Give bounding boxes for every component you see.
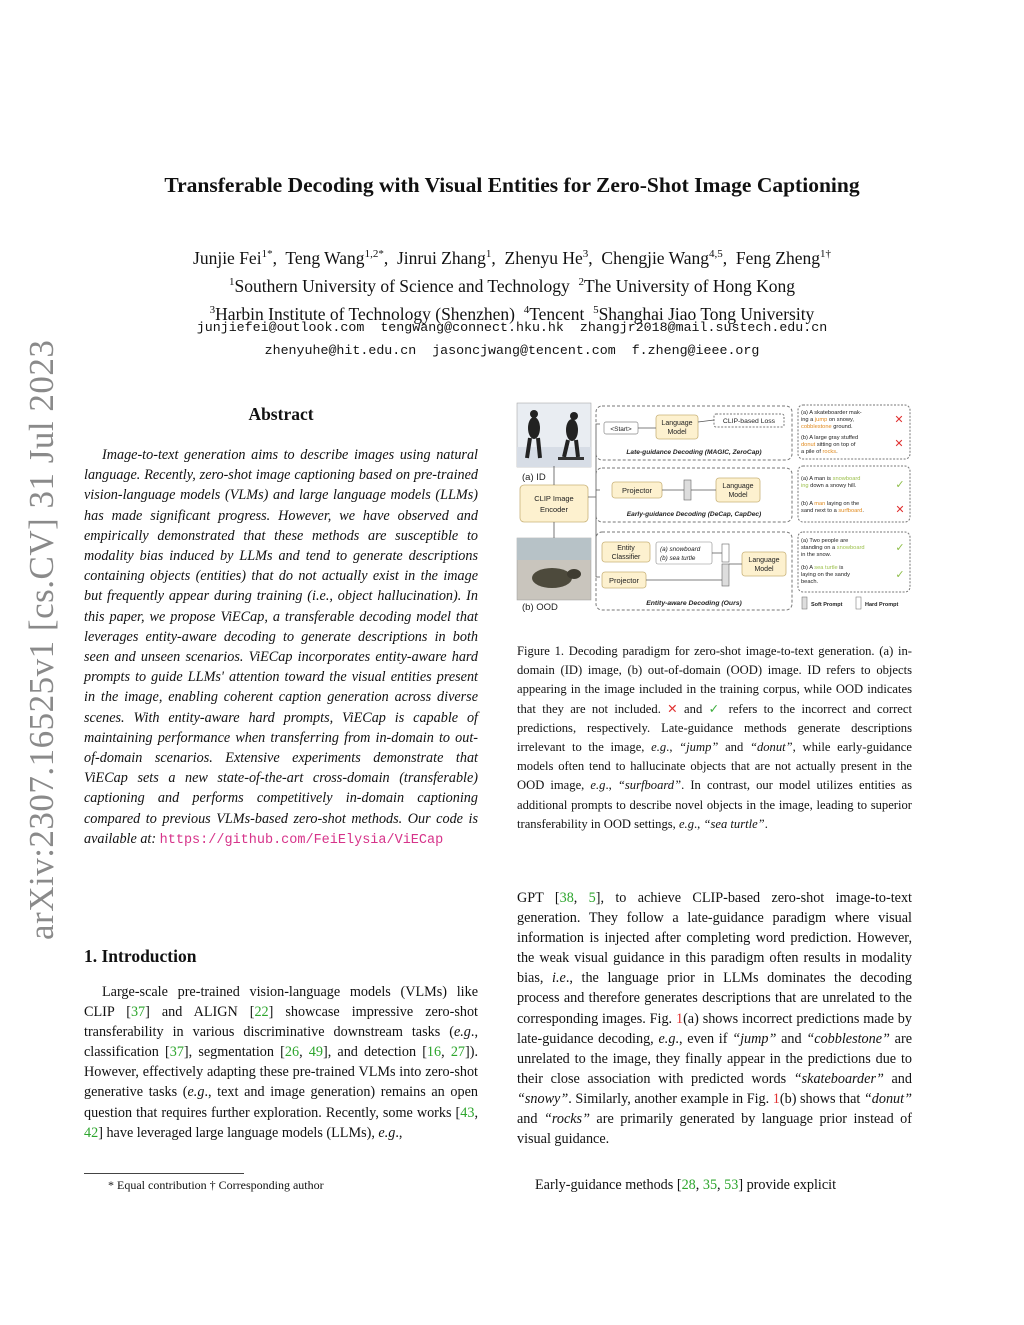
author-4: Zhenyu He	[504, 247, 583, 268]
fig-label-id: (a) ID	[522, 472, 546, 483]
citation-link[interactable]: 35	[702, 1177, 718, 1193]
projector-ours: Projector	[608, 576, 640, 585]
paper-title: Transferable Decoding with Visual Entities for Zero-Shot Image Captioning	[164, 173, 860, 197]
id-image	[517, 403, 591, 467]
clip-encoder-label: CLIP Image	[534, 494, 574, 503]
svg-text:sand next to a surfboard.: sand next to a surfboard.	[801, 508, 864, 514]
entity-a: (a) snowboard	[660, 546, 701, 553]
figure-1	[516, 402, 912, 616]
figure-link[interactable]: 1	[772, 1090, 780, 1107]
cross-icon: ✕	[894, 438, 904, 450]
abstract-body	[84, 445, 478, 851]
arxiv-stamp: arXiv:2307.16525v1 [cs.CV] 31 Jul 2023	[22, 339, 61, 940]
svg-text:Model: Model	[728, 492, 748, 499]
svg-text:laying on the sandy: laying on the sandy	[801, 572, 851, 578]
svg-text:Language: Language	[722, 483, 754, 490]
ours-output-a: (a) Two people are	[801, 538, 849, 544]
ours-output-b: (b) A sea turtle is	[801, 565, 844, 571]
citation-link[interactable]: 16	[426, 1044, 442, 1061]
author-1-sup: 1*	[261, 248, 273, 260]
early-output-b: (b) A man laying on the	[801, 501, 860, 507]
author-5: Chengjie Wang	[601, 247, 710, 268]
soft-prompt-block	[684, 480, 691, 500]
svg-text:Language: Language	[748, 557, 780, 564]
check-icon: ✓	[895, 542, 905, 554]
check-icon: ✓	[895, 569, 905, 581]
svg-text:ing a jump on snowy,: ing a jump on snowy,	[801, 417, 855, 423]
author-3-sup: 1	[485, 248, 492, 260]
author-2-sup: 1,2*	[364, 248, 384, 260]
svg-text:ing down a snowy hill.: ing down a snowy hill.	[801, 483, 857, 489]
citation-link[interactable]: 26	[284, 1044, 300, 1061]
author-2: Teng Wang	[285, 247, 365, 268]
svg-text:standing on a snowboard: standing on a snowboard	[801, 545, 865, 551]
citation-link[interactable]: 42	[84, 1124, 99, 1141]
citation-link[interactable]: 53	[724, 1177, 739, 1193]
fig-label-ood: (b) OOD	[522, 602, 558, 613]
projector-early: Projector	[621, 486, 653, 495]
right-column-paragraph-2: Early-guidance methods [28, 35, 53] provide explicit	[535, 1177, 837, 1193]
svg-text:cobblestone ground.: cobblestone ground.	[801, 424, 853, 430]
figure-link[interactable]: 1	[675, 1010, 684, 1027]
svg-text:Model: Model	[667, 429, 687, 436]
author-block	[0, 242, 1024, 325]
abstract-heading: Abstract	[248, 404, 314, 424]
start-token: <Start>	[610, 426, 632, 433]
code-link[interactable]: https://github.com/FeiElysia/ViECap	[159, 832, 444, 848]
citation-link[interactable]: 37	[130, 1004, 146, 1021]
late-output-a: (a) A skateboarder mak-	[801, 410, 862, 416]
legend-soft: Soft Prompt	[811, 602, 843, 608]
emails-line-2: zhenyuhe@hit.edu.cn jasoncjwang@tencent.com f.zheng@ieee.org	[264, 343, 760, 358]
citation-link[interactable]: 43	[460, 1104, 475, 1121]
cross-icon: ✕	[895, 504, 905, 516]
author-6-sup: 1†	[819, 248, 831, 260]
citation-link[interactable]: 5	[588, 890, 596, 906]
author-5-sup: 4,5	[709, 248, 723, 260]
svg-text:Entity: Entity	[617, 545, 635, 552]
clip-encoder-box	[520, 485, 588, 522]
svg-text:beach.: beach.	[801, 579, 819, 585]
svg-text:donut sitting on top of: donut sitting on top of	[801, 442, 856, 448]
affiliation-line-2: $^3$Harbin Institute of Technology (Shenzhen) $^4$Tencent $^5$Shanghai Jiao Tong University	[209, 303, 815, 324]
clip-loss: CLIP-based Loss	[722, 418, 776, 425]
author-4-sup: 3	[582, 248, 589, 260]
author-6: Feng Zheng	[735, 247, 820, 268]
legend-hard-swatch	[856, 597, 861, 609]
legend-soft-swatch	[802, 597, 807, 609]
citation-link[interactable]: 38	[559, 890, 574, 906]
early-guidance-title: Early-guidance Decoding (DeCap, CapDec)	[626, 511, 762, 518]
soft-prompt-block-ours	[722, 564, 729, 586]
citation-link[interactable]: 49	[308, 1044, 323, 1061]
footnote: * Equal contribution † Corresponding author	[108, 1178, 324, 1192]
footnote-rule	[84, 1173, 244, 1174]
svg-text:in the snow.: in the snow.	[801, 552, 832, 558]
late-guidance-title: Late-guidance Decoding (MAGIC, ZeroCap)	[626, 449, 762, 456]
check-icon: ✓	[895, 479, 905, 491]
email-block	[0, 316, 1024, 362]
svg-text:Encoder: Encoder	[540, 505, 568, 514]
author-1: Junjie Fei	[193, 247, 262, 268]
hard-prompt-block	[722, 544, 729, 562]
legend-hard: Hard Prompt	[865, 602, 899, 608]
ood-image	[517, 538, 591, 600]
entity-b: (b) sea turtle	[660, 555, 696, 562]
author-3: Jinrui Zhang	[396, 247, 486, 268]
author-names: Junjie Fei$^{1*}$, Teng Wang$^{1,2*}$, Jinrui Zhang$^1$, Zhenyu He$^3$, Chengjie Wang$^{4,5}$, Feng Zheng$^{1\dagger}$	[193, 247, 831, 268]
entity-aware-title: Entity-aware Decoding (Ours)	[646, 600, 742, 607]
right-column-paragraph: GPT [38, 5], to achieve CLIP-based zero-shot image-to-text generation. They follow a late-guidance paradigm where visual information is injected after completing word prediction. However, the weak visual guidance in this paradigm often results in modality bias, i.e., the language prior in LLMs dominates the decoding process and therefore generates descriptions that are unrelated to the corresponding images. Fig. 1(a) shows incorrect predictions made by late-guidance decoding, e.g., even if “jump” and “cobblestone” are unrelated to the image, they finally appear in the predictions due to their close association with predicted words “skateboarder” and “snowy”. Similarly, another example in Fig. 1(b) shows that “donut” and “rocks” are primarily generated by language prior instead of visual guidance.	[517, 890, 913, 1148]
citation-link[interactable]: 28	[681, 1177, 696, 1193]
abstract-text: Image-to-text generation aims to describe images using natural language. Recently, zero-shot image captioning based on pre-trained vision-language models (VLMs) and large language models (LLMs) has made significant progress. However, we have observed and empirically demonstrated that these methods are susceptible to modality bias induced by LLMs and tend to generate descriptions containing objects (entities) that do not actually exist in the image but frequently appear during training (i.e., object hallucination). In this paper, we propose ViECap, a transferable decoding model that leverages entity-aware decoding to generate descriptions in both seen and unseen scenarios. ViECap incorporates entity-aware hard prompts to guide LLMs' attention toward the visual entities present in the image, enabling coherent caption generation across diverse scenes. With entity-aware hard prompts, ViECap is capable of maintaining performance when transferring from in-domain to out-of-domain scenarios. Extensive experiments demonstrate that ViECap sets a new state-of-the-art cross-domain (transferable) captioning and performs competitively in-domain captioning compared to previous VLMs-based zero-shot methods. Our code is available at:	[84, 447, 478, 847]
citation-link[interactable]: 37	[169, 1044, 184, 1061]
emails-line-1: junjiefei@outlook.com tengwang@connect.hku.hk zhangjr2018@mail.sustech.edu.cn	[196, 320, 828, 335]
citation-link[interactable]: 27	[450, 1044, 465, 1061]
svg-text:Classifier: Classifier	[611, 554, 641, 561]
check-icon: ✓	[708, 701, 723, 716]
late-output-b: (b) A large gray stuffed	[801, 435, 859, 441]
section-heading-introduction: 1. Introduction	[84, 946, 197, 966]
svg-text:Language: Language	[661, 420, 693, 427]
early-output-a: (a) A man is snowboard	[801, 476, 861, 482]
introduction-paragraph: Large-scale pre-trained vision-language models (VLMs) like CLIP [37] and ALIGN [22] showcase impressive zero-shot transferability in various discriminative downstream tasks (e.g., classification [37], segmentation [26, 49], and detection [16, 27]). However, effectively adapting these pre-trained VLMs into zero-shot generative tasks (e.g., text and image generation) remains an open question that requires further exploration. Recently, some works [43, 42] have leveraged large language models (LLMs), e.g.,	[84, 984, 478, 1141]
cross-icon: ✕	[894, 414, 904, 426]
svg-text:Model: Model	[754, 566, 774, 573]
svg-text:a pile of rocks.: a pile of rocks.	[801, 449, 838, 455]
citation-link[interactable]: 22	[254, 1004, 269, 1021]
affiliation-line-1: $^1$Southern University of Science and Technology $^2$The University of Hong Kong	[229, 275, 795, 296]
figure-1-caption: Figure 1. Decoding paradigm for zero-shot image-to-text generation. (a) in-domain (ID) image, (b) out-of-domain (OOD) image. ID refers to objects appearing in the image included in the training corpus, while OOD indicates that they are not included. ✕ and ✓ refers to the incorrect and correct predictions, respectively. Late-guidance methods generate descriptions irrelevant to the image, e.g., “jump” and “donut”, while early-guidance models often tend to hallucinate objects that are not actually present in the OOD image, e.g., “surfboard”. In contrast, our model utilizes entities as additional prompts to describe novel objects in the image, leading to superior transferability in OOD settings, e.g., “sea turtle”.	[517, 644, 912, 831]
cross-icon: ✕	[667, 701, 678, 716]
